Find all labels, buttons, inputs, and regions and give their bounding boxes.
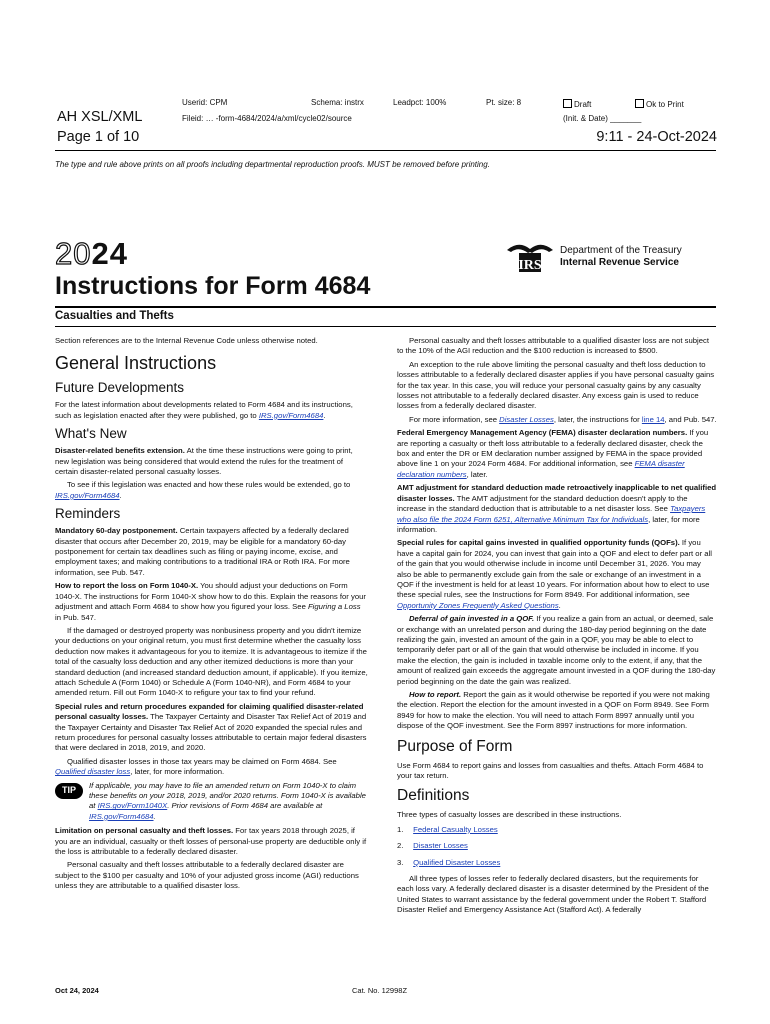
heading-future-developments: Future Developments bbox=[55, 380, 185, 396]
fema-text: If you are reporting a casualty or theft loss attributable to a federally declared disaster, check the box and enter the DR or EM declaration number assigned by FEMA in the space provided above line 1 on your 2024 Form 4684. For additional information, see bbox=[397, 428, 709, 469]
right-paragraph-3-pre: For more information, see bbox=[409, 414, 500, 424]
tip-text-mid: . Prior revisions of Form 4684 are available at bbox=[167, 801, 323, 811]
tip-link-4684[interactable]: IRS.gov/Form4684 bbox=[89, 811, 154, 821]
fileid-label: Fileid: … -form-4684/2024/a/xml/cycle02/source bbox=[182, 114, 352, 123]
form-title: Instructions for Form 4684 bbox=[55, 272, 371, 300]
heading-whats-new: What's New bbox=[55, 426, 127, 442]
reminder-limitation-lead: Limitation on personal casualty and theft losses. bbox=[55, 826, 234, 836]
disaster-losses-list-link[interactable]: Disaster Losses bbox=[413, 841, 468, 851]
amt-paragraph bbox=[397, 483, 717, 535]
reminder-special-rules-lead: Special rules and return procedures expanded for claiming qualified disaster-related personal casualty losses. bbox=[55, 701, 364, 722]
heading-reminders: Reminders bbox=[55, 506, 121, 522]
definitions-list bbox=[397, 825, 717, 868]
heading-general-instructions: General Instructions bbox=[55, 353, 217, 374]
whatsnew-lead: Disaster-related benefits extension. bbox=[55, 446, 185, 456]
form-subtitle: Casualties and Thefts bbox=[55, 310, 174, 322]
ptsize-label: Pt. size: 8 bbox=[486, 98, 522, 107]
year-bold: 24 bbox=[91, 236, 128, 271]
whatsnew-text-2: To see if this legislation was enacted and how these rules would be extended, go to bbox=[67, 480, 351, 490]
how-to-report-text: Report the gain as it would otherwise be reported if you were not making the election. Report the election for the amount invested in a QOF on Form 8949. See Form 8949 for how to make the election. You will need to attach Form 8997 annually until you dispose of the QOF investment. See the Form 8997 instructions for more information. bbox=[397, 690, 710, 731]
agency-line-1: Department of the Treasury bbox=[560, 245, 682, 256]
reminder-1040x bbox=[55, 581, 368, 623]
right-paragraph-3 bbox=[397, 415, 717, 425]
definitions-intro: Three types of casualty losses are described in these instructions. bbox=[397, 810, 622, 820]
fema-paragraph bbox=[397, 428, 717, 480]
product-label: AH XSL/XML bbox=[57, 109, 143, 125]
tip-icon: TIP bbox=[55, 783, 83, 799]
how-to-report-paragraph bbox=[397, 690, 717, 732]
federal-casualty-losses-link[interactable]: Federal Casualty Losses bbox=[413, 824, 498, 834]
ok-to-print-label: Ok to Print bbox=[646, 100, 684, 109]
agency-block bbox=[560, 245, 682, 269]
disaster-losses-link[interactable]: Disaster Losses bbox=[499, 414, 554, 424]
future-text: For the latest information about developments related to Form 4684 and its instructions, such as legislation enacted after they were published, go to bbox=[55, 400, 353, 420]
agency-line-2: Internal Revenue Service bbox=[560, 257, 679, 268]
proof-notice: The type and rule above prints on all proofs including departmental reproduction proofs. MUST be removed before printing. bbox=[55, 160, 490, 169]
svg-text:IRS: IRS bbox=[518, 258, 542, 273]
ok-to-print-checkbox-box[interactable] bbox=[635, 99, 644, 108]
reminder-special-rules-paragraph-2 bbox=[55, 757, 368, 778]
reminder-special-rules bbox=[55, 702, 368, 754]
reminder-postponement bbox=[55, 526, 368, 578]
reminder-postponement-text: Certain taxpayers affected by a federally declared disaster that occurs after December 20, 2019, may be eligible for a mandatory 60-day postponement for certain tax deadlines such as filing or paying income, excise, and employment taxes; and making contributions to a traditional IRA or Roth IRA. For more information, see Pub. 547. bbox=[55, 526, 350, 577]
reminder-special-rules-text-2: Qualified disaster losses in those tax years may be claimed on Form 4684. See bbox=[67, 756, 337, 766]
whatsnew-paragraph-2: To see if this legislation was enacted and how these rules would be extended, go to IRS.gov/Form4684. bbox=[55, 480, 351, 500]
reminder-limitation bbox=[55, 826, 368, 857]
ok-to-print-checkbox[interactable] bbox=[635, 99, 684, 109]
reminder-1040x-lead: How to report the loss on Form 1040-X. bbox=[55, 581, 199, 591]
heading-definitions: Definitions bbox=[397, 787, 470, 805]
draft-checkbox[interactable] bbox=[563, 99, 591, 109]
list-item-number: 2. bbox=[397, 841, 404, 851]
tip-text-end: . bbox=[153, 811, 156, 821]
qof-text: If you have a capital gain for 2024, you can invest that gain into a QOF and elect to defer part or all of the gain that you would otherwise include in income until December 31, 2026. You may also be able to permanently exclude gain from the sale or exchange of an investment in a QOF if the investment is held for at least 10 years. For information about how to elect to use these special rules, see the Instructions for Form 8949. For additional information, see bbox=[397, 538, 712, 600]
right-paragraph-3-mid: , later, the instructions for bbox=[553, 414, 642, 424]
right-paragraph-1: Personal casualty and theft losses attributable to a qualified disaster loss are not subject to the 10% of the AGI reduction and the $100 reduction is increased to $500. bbox=[397, 336, 709, 356]
year-light: 20 bbox=[55, 236, 92, 271]
fema-tail: , later. bbox=[466, 469, 488, 479]
amt-text: The AMT adjustment for the standard deduction doesn't apply to the increase in the standard deduction that is attributable to a net disaster loss. See bbox=[397, 493, 688, 514]
reminder-1040x-text: You should adjust your deductions on Form 1040-X. The instructions for Form 1040-X show how to do this. Explain the reasons for your adjustment and attach Form 4684 to show how you figured your loss. See bbox=[55, 581, 366, 612]
deferral-lead: Deferral of gain invested in a QOF. bbox=[409, 614, 535, 624]
reminder-1040x-paragraph-2: If the damaged or destroyed property was nonbusiness property and you didn't itemize your deductions on your original return, you must first determine whether the casualty loss deduction now makes it advantageous for you to itemize. It is advantageous to itemize if the total of the casualty loss deduction and any other itemized deductions is more than your standard deduction (and increased standard deduction amount, if applicable). If you itemize, attach Schedule A (Form 1040) or Schedule A (Form 1040-NR), and Form 4684 to your amended return. Fill out Form 1040-X to refigure your tax to find your refund. bbox=[55, 625, 368, 698]
tip-box bbox=[55, 781, 368, 823]
reminder-postponement-lead: Mandatory 60-day postponement. bbox=[55, 526, 178, 536]
draft-checkbox-box[interactable] bbox=[563, 99, 572, 108]
right-paragraph-3-tail: , and Pub. 547. bbox=[664, 414, 717, 424]
deferral-paragraph bbox=[397, 614, 717, 687]
purpose-paragraph: Use Form 4684 to report gains and losses from casualties and thefts. Attach Form 4684 to your tax return. bbox=[397, 760, 704, 781]
userid-label: Userid: CPM bbox=[182, 98, 228, 107]
proof-rule bbox=[55, 150, 716, 151]
draft-label: Draft bbox=[574, 100, 592, 109]
qof-link[interactable]: Opportunity Zones Frequently Asked Questions bbox=[397, 600, 559, 610]
qualified-disaster-loss-link[interactable]: Qualified disaster loss bbox=[55, 767, 131, 777]
amt-lead: AMT adjustment for standard deduction made retroactively inapplicable to net qualified disaster losses. bbox=[397, 483, 717, 503]
page-indicator: Page 1 of 10 bbox=[57, 129, 140, 145]
qof-paragraph bbox=[397, 538, 717, 611]
right-paragraph-2: An exception to the rule above limiting the personal casualty and theft loss deduction to losses attributable to a federally declared disaster applies if you have personal casualty gains for the tax year. In this case, you will reduce your personal casualty gains by any casualty losses not attributable to a federally declared disaster. Any excess gain is used to reduce losses from a federally declared disaster. bbox=[397, 359, 715, 411]
proof-timestamp: 9:11 - 24-Oct-2024 bbox=[596, 129, 717, 145]
fema-link[interactable]: FEMA disaster declaration numbers bbox=[397, 459, 685, 479]
heading-purpose-of-form: Purpose of Form bbox=[397, 737, 513, 755]
future-link[interactable]: IRS.gov/Form4684 bbox=[258, 410, 324, 420]
footer-date: Oct 24, 2024 bbox=[55, 986, 99, 995]
leadpct-label: Leadpct: 100% bbox=[393, 98, 447, 107]
left-column bbox=[55, 336, 368, 895]
tip-text bbox=[89, 781, 368, 823]
init-date-label: (Init. & Date) _______ bbox=[563, 114, 642, 123]
amt-tail: , later, for more information. bbox=[397, 514, 700, 534]
footer-cat-number: Cat. No. 12998Z bbox=[352, 986, 408, 995]
qualified-disaster-losses-link[interactable]: Qualified Disaster Losses bbox=[413, 857, 501, 867]
tip-link-1040x[interactable]: IRS.gov/Form1040X bbox=[97, 801, 168, 811]
year-title bbox=[55, 237, 128, 271]
deferral-text: If you realize a gain from an actual, or deemed, sale or exchange with an unrelated person and during the 180-day period beginning on the date realizing the gain, invested an amount of the gain in a QOF, you may be able to elect to temporarily defer part or all of the gain that would otherwise be included in income. If you make the election, the gain is included in taxable income only to the extent, if any, that the amount of realized gain exceeds the aggregate amount invested in a QOF during the 180-day period beginning on the date the gain was realized. bbox=[397, 614, 716, 686]
title-rule-bottom bbox=[55, 326, 716, 327]
line-14-link[interactable]: line 14 bbox=[641, 414, 665, 424]
title-rule-top bbox=[55, 306, 716, 308]
tip-text-body: If applicable, you may have to file an amended return on Form 1040-X to claim these benefits on your 2018, 2019, and/or 2020 returns. Form 1040-X is available at bbox=[89, 780, 366, 811]
list-item bbox=[397, 858, 717, 868]
list-item-number: 1. bbox=[397, 824, 404, 834]
list-item bbox=[397, 841, 717, 851]
reminder-1040x-italic: Figuring a Loss bbox=[307, 602, 361, 612]
reminder-limitation-paragraph-2: Personal casualty and theft losses attributable to a federally declared disaster are subject to the $100 per casualty and 10% of your adjusted gross income (AGI) reductions unless they are attributable to a qualified disaster loss. bbox=[55, 860, 359, 891]
right-column bbox=[397, 336, 717, 919]
definitions-paragraph: All three types of losses refer to federally declared disasters, but the requirements for each loss vary. A federally declared disaster is a disaster determined by the President of the United States to warrant assistance by the federal government under the Robert T. Stafford Disaster Relief and Emergency Assistance Act (Stafford Act). A federally bbox=[397, 874, 709, 915]
reminder-limitation-text: For tax years 2018 through 2025, if you are an individual, casualty or theft losses of personal-use property are deductible only if the loss is attributable to a federally declared disaster. bbox=[55, 826, 367, 857]
whatsnew-paragraph bbox=[55, 446, 368, 477]
how-to-report-lead: How to report. bbox=[409, 690, 462, 699]
list-item-number: 3. bbox=[397, 857, 404, 867]
future-paragraph: For the latest information about developments related to Form 4684 and its instructions, such as legislation enacted after they were published, go to IRS.gov/Form4684. bbox=[55, 400, 353, 420]
reminder-special-rules-text: The Taxpayer Certainty and Disaster Tax Relief Act of 2019 and the Taxpayer Certainty and Disaster Tax Relief Act of 2020 expanded the special rules and return procedures for personal casualty losses attributable to certain major federal disasters that were declared in 2018, 2019, and 2020. bbox=[55, 712, 367, 753]
whatsnew-link[interactable]: IRS.gov/Form4684 bbox=[55, 490, 120, 500]
irs-eagle-logo bbox=[505, 240, 555, 276]
whatsnew-text: At the time these instructions were going to print, new legislation was being considered that would extend the rules for the treatment of certain disaster-related personal casualty losses. bbox=[55, 446, 353, 477]
qof-lead: Special rules for capital gains invested in qualified opportunity funds (QOFs). bbox=[397, 538, 680, 548]
intro-paragraph: Section references are to the Internal Revenue Code unless otherwise noted. bbox=[55, 336, 318, 345]
amt-link[interactable]: Taxpayers who also file the 2024 Form 6251, Alternative Minimum Tax for Individuals bbox=[397, 504, 706, 524]
list-item bbox=[397, 825, 717, 835]
reminder-1040x-tail: in Pub. 547. bbox=[55, 612, 97, 622]
reminder-special-rules-tail: , later, for more information. bbox=[130, 767, 225, 777]
schema-label: Schema: instrx bbox=[311, 98, 364, 107]
fema-lead: Federal Emergency Management Agency (FEMA) disaster declaration numbers. bbox=[397, 428, 688, 438]
qof-end: . bbox=[558, 600, 561, 610]
